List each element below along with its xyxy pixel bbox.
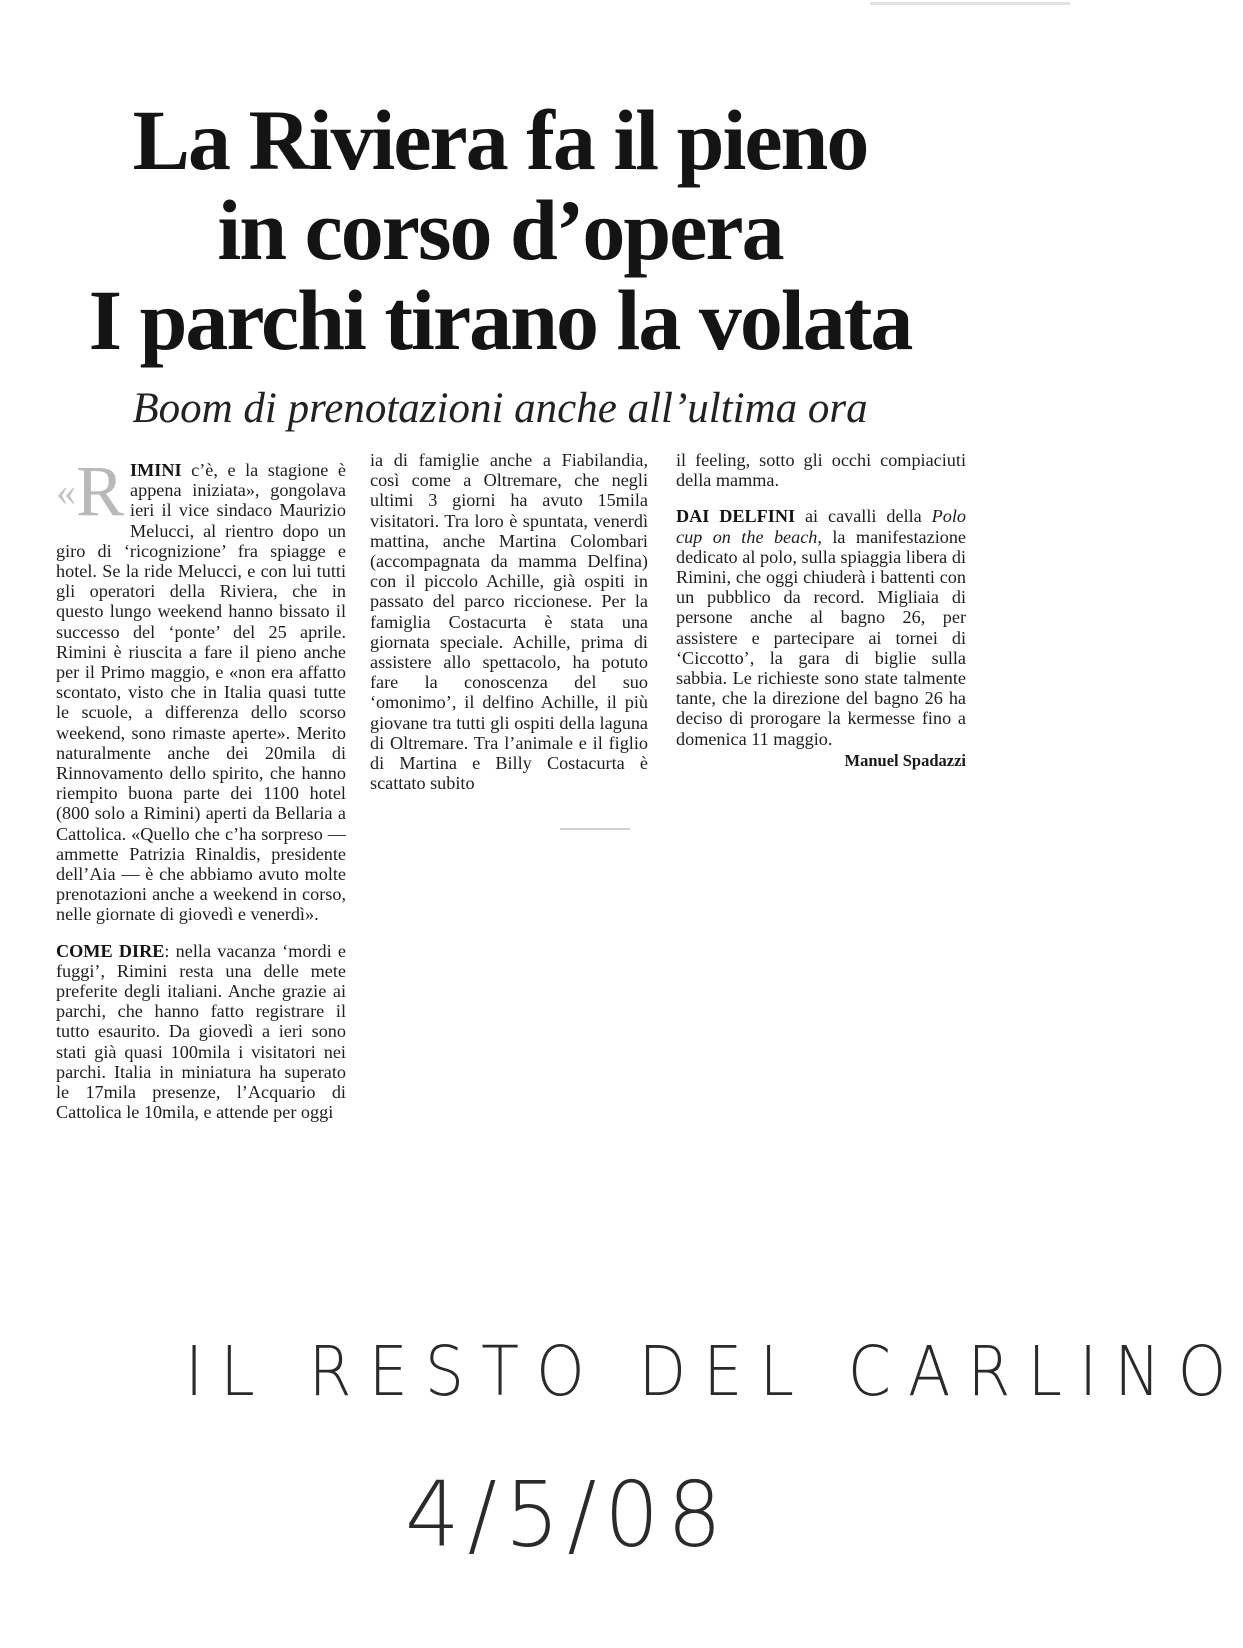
paragraph-gap bbox=[676, 490, 966, 506]
kicker-come-dire: COME DIRE bbox=[56, 940, 165, 961]
column-3-paragraph-2 bbox=[676, 506, 966, 748]
scan-edge-mark bbox=[870, 2, 1070, 5]
author-byline: Manuel Spadazzi bbox=[844, 750, 966, 770]
headline-line-3: I parchi tirano la volata bbox=[88, 272, 912, 368]
article-column-1 bbox=[56, 451, 346, 1123]
headline bbox=[50, 92, 950, 368]
column-2-paragraph-1: ia di famiglie anche a Fiabilandia, così come a Oltremare, che negli ultimi 3 giorni ha avuto 15mila visitatori. Tra loro è spuntata, venerdì mattina, anche Martina Colombari (accompagnata da mamma Delfina) con il piccolo Achille, già ospiti in passato del parco riccionese. Per la famiglia Costacurta è stata una giornata speciale. Achille, prima di assistere allo spettacolo, ha potuto fare la conoscenza del suo ‘omonimo’, il delfino Achille, il più giovane tra tutti gli ospiti della laguna di Oltremare. Tra l’animale e il figlio di Martina e Billy Costacurta è scattato subito bbox=[370, 450, 648, 794]
kicker-dai-delfini: DAI DELFINI bbox=[676, 506, 796, 527]
drop-cap-guillemet: « bbox=[56, 469, 76, 514]
drop-cap-letter: R bbox=[76, 451, 125, 531]
headline-line-1: La Riviera fa il pieno bbox=[132, 92, 868, 188]
column-1-paragraph-1-text: c’è, e la stagione è appena iniziata», gongolava ieri il vice sindaco Maurizio Melucci, al rientro dopo un giro di ‘ricognizione’ fra spiagge e hotel. Se la ride Melucci, e con lui tutti gli operatori della Riviera, che in questo lungo weekend hanno bissato il successo del ‘ponte’ del 25 aprile. Rimini è riuscita a fare il pieno anche per il Primo maggio, e «non era affatto scontato, visto che in Italia quasi tutte le scuole, a differenza dello scorso weekend, sono rimaste aperte». Merito naturalmente anche dei 20mila di Rinnovamento dello spirito, che hanno riempito buona parte dei 1100 hotel (800 solo a Rimini) aperti da Bellaria a Cattolica. «Quello che c’ha sorpreso — ammette Patrizia Rinaldis, presidente dell’Aia — è che abbiamo avuto molte prenotazioni anche a weekend in corso, nelle giornate di giovedì e venerdì». bbox=[56, 460, 346, 925]
lead-word: IMINI bbox=[130, 460, 182, 480]
paragraph-gap bbox=[56, 925, 346, 941]
column-1-paragraph-2-text: : nella vacanza ‘mordi e fuggi’, Rimini resta una delle mete preferite degli italiani. Anche grazie ai parchi, che hanno fatto registrare il tutto esaurito. Da giovedì a ieri sono stati già quasi 100mila i visitatori nei parchi. Italia in miniatura ha superato le 17mila presenze, l’Acquario di Cattolica le 10mila, e attende per oggi bbox=[56, 940, 346, 1123]
headline-line-2: in corso d’opera bbox=[217, 182, 783, 278]
drop-cap bbox=[56, 451, 125, 531]
subheadline: Boom di prenotazioni anche all’ultima ora bbox=[132, 385, 868, 432]
handwritten-source: IL RESTO DEL CARLINO bbox=[185, 1331, 1243, 1412]
column-3-paragraph-1: il feeling, sotto gli occhi compiaciuti della mamma. bbox=[676, 450, 966, 491]
handwritten-date: 4/5/08 bbox=[405, 1462, 730, 1568]
article-column-3 bbox=[676, 450, 966, 771]
article-column-2 bbox=[370, 450, 648, 793]
column-1-paragraph-1 bbox=[56, 451, 346, 925]
column-3-paragraph-2-text-b: , la manifestazione dedicato al polo, sulla spiaggia libera di Rimini, che oggi chiuderà i battenti con un pubblico da record. Migliaia di persone anche al bagno 26, per assistere e partecipare ai tornei di ‘Ciccotto’, la gara di biglie sulla sabbia. Le richieste sono state talmente tante, che la direzione del bagno 26 ha deciso di prorogare la kermesse fino a domenica 11 maggio. bbox=[676, 526, 967, 749]
column-1-paragraph-2 bbox=[56, 941, 346, 1123]
column-3-paragraph-2-text-a: ai cavalli della bbox=[795, 506, 932, 527]
scan-smudge bbox=[560, 828, 630, 830]
column-3-paragraph-2-italic: Polo cup on the beach bbox=[676, 506, 966, 547]
